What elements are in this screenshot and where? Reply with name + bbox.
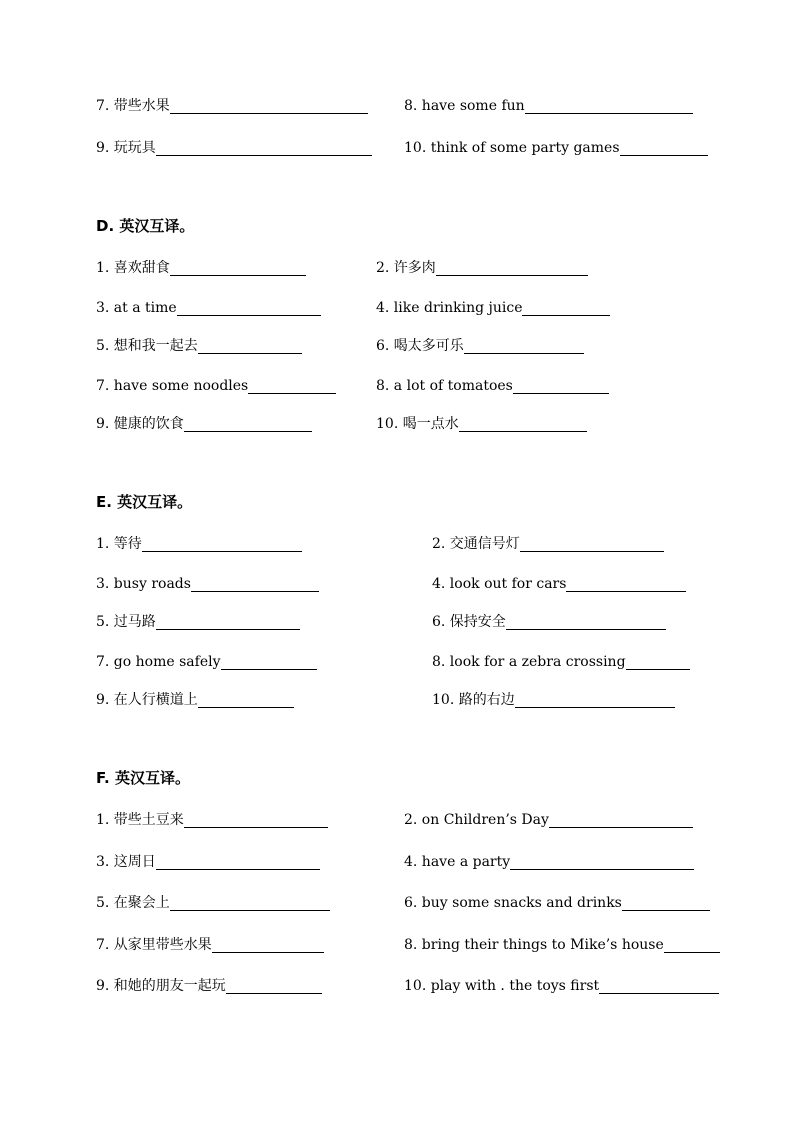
- answer-blank[interactable]: [170, 261, 306, 276]
- c-item-8: [404, 97, 693, 115]
- item-text: 9. 和她的朋友一起玩: [96, 978, 226, 994]
- answer-blank[interactable]: [221, 655, 317, 670]
- e-item-4: [432, 575, 686, 593]
- answer-blank[interactable]: [515, 693, 675, 708]
- answer-blank[interactable]: [156, 141, 372, 156]
- d-item-8: [376, 377, 609, 395]
- item-text: 3. busy roads: [96, 576, 191, 592]
- f-item-4: [404, 853, 694, 871]
- answer-blank[interactable]: [566, 577, 686, 592]
- answer-blank[interactable]: [626, 655, 690, 670]
- item-text: 7. 从家里带些水果: [96, 937, 212, 953]
- answer-blank[interactable]: [464, 339, 584, 354]
- answer-blank[interactable]: [156, 855, 320, 870]
- item-text: 3. 这周日: [96, 854, 156, 870]
- item-text: 3. at a time: [96, 300, 177, 316]
- item-text: 8. bring their things to Mike’s house: [404, 937, 664, 953]
- item-text: 10. think of some party games: [404, 140, 620, 156]
- f-item-7: [96, 936, 324, 954]
- item-text: 7. go home safely: [96, 654, 221, 670]
- d-item-2: [376, 259, 588, 277]
- d-item-7: [96, 377, 336, 395]
- d-item-5: [96, 337, 302, 355]
- section-e-title: E. 英汉互译。: [96, 493, 193, 511]
- answer-blank[interactable]: [156, 615, 300, 630]
- f-item-9: [96, 977, 322, 995]
- answer-blank[interactable]: [184, 417, 312, 432]
- answer-blank[interactable]: [513, 379, 609, 394]
- item-text: 5. 过马路: [96, 614, 156, 630]
- item-text: 4. look out for cars: [432, 576, 567, 592]
- e-item-7: [96, 653, 317, 671]
- e-item-3: [96, 575, 319, 593]
- answer-blank[interactable]: [184, 813, 328, 828]
- e-item-10: [432, 691, 675, 709]
- d-item-6: [376, 337, 584, 355]
- item-text: 9. 健康的饮食: [96, 416, 184, 432]
- answer-blank[interactable]: [198, 693, 294, 708]
- item-text: 1. 等待: [96, 536, 142, 552]
- item-text: 5. 想和我一起去: [96, 338, 198, 354]
- item-text: 6. 喝太多可乐: [376, 338, 464, 354]
- section-f-title: F. 英汉互译。: [96, 769, 190, 787]
- answer-blank[interactable]: [170, 99, 368, 114]
- section-d-title: D. 英汉互译。: [96, 217, 195, 235]
- e-item-1: [96, 535, 302, 553]
- e-item-2: [432, 535, 664, 553]
- answer-blank[interactable]: [436, 261, 588, 276]
- answer-blank[interactable]: [620, 141, 708, 156]
- item-text: 6. 保持安全: [432, 614, 506, 630]
- item-text: 10. 喝一点水: [376, 416, 459, 432]
- item-text: 4. like drinking juice: [376, 300, 523, 316]
- answer-blank[interactable]: [506, 615, 666, 630]
- answer-blank[interactable]: [198, 339, 302, 354]
- answer-blank[interactable]: [520, 537, 664, 552]
- f-item-6: [404, 894, 710, 912]
- item-text: 2. on Children’s Day: [404, 812, 549, 828]
- answer-blank[interactable]: [510, 855, 694, 870]
- c-item-7: [96, 97, 368, 115]
- item-text: 1. 带些土豆来: [96, 812, 184, 828]
- answer-blank[interactable]: [142, 537, 302, 552]
- item-text: 8. look for a zebra crossing: [432, 654, 626, 670]
- d-item-10: [376, 415, 587, 433]
- answer-blank[interactable]: [622, 896, 710, 911]
- f-item-10: [404, 977, 719, 995]
- d-item-9: [96, 415, 312, 433]
- e-item-8: [432, 653, 690, 671]
- c-item-10: [404, 139, 708, 157]
- answer-blank[interactable]: [170, 896, 330, 911]
- answer-blank[interactable]: [522, 301, 610, 316]
- answer-blank[interactable]: [212, 938, 324, 953]
- item-text: 10. play with . the toys first: [404, 978, 600, 994]
- item-text: 7. 带些水果: [96, 98, 170, 114]
- answer-blank[interactable]: [191, 577, 319, 592]
- answer-blank[interactable]: [248, 379, 336, 394]
- item-text: 8. have some fun: [404, 98, 525, 114]
- d-item-4: [376, 299, 610, 317]
- item-text: 2. 交通信号灯: [432, 536, 520, 552]
- f-item-2: [404, 811, 693, 829]
- item-text: 4. have a party: [404, 854, 511, 870]
- item-text: 6. buy some snacks and drinks: [404, 895, 622, 911]
- item-text: 8. a lot of tomatoes: [376, 378, 513, 394]
- e-item-5: [96, 613, 300, 631]
- f-item-5: [96, 894, 330, 912]
- e-item-6: [432, 613, 666, 631]
- answer-blank[interactable]: [459, 417, 587, 432]
- answer-blank[interactable]: [664, 938, 720, 953]
- item-text: 10. 路的右边: [432, 692, 515, 708]
- item-text: 9. 玩玩具: [96, 140, 156, 156]
- item-text: 1. 喜欢甜食: [96, 260, 170, 276]
- item-text: 9. 在人行横道上: [96, 692, 198, 708]
- answer-blank[interactable]: [599, 979, 719, 994]
- f-item-3: [96, 853, 320, 871]
- d-item-1: [96, 259, 306, 277]
- answer-blank[interactable]: [525, 99, 693, 114]
- e-item-9: [96, 691, 294, 709]
- d-item-3: [96, 299, 321, 317]
- item-text: 5. 在聚会上: [96, 895, 170, 911]
- item-text: 7. have some noodles: [96, 378, 249, 394]
- answer-blank[interactable]: [226, 979, 322, 994]
- answer-blank[interactable]: [549, 813, 693, 828]
- item-text: 2. 许多肉: [376, 260, 436, 276]
- f-item-8: [404, 936, 720, 954]
- answer-blank[interactable]: [177, 301, 321, 316]
- c-item-9: [96, 139, 372, 157]
- f-item-1: [96, 811, 328, 829]
